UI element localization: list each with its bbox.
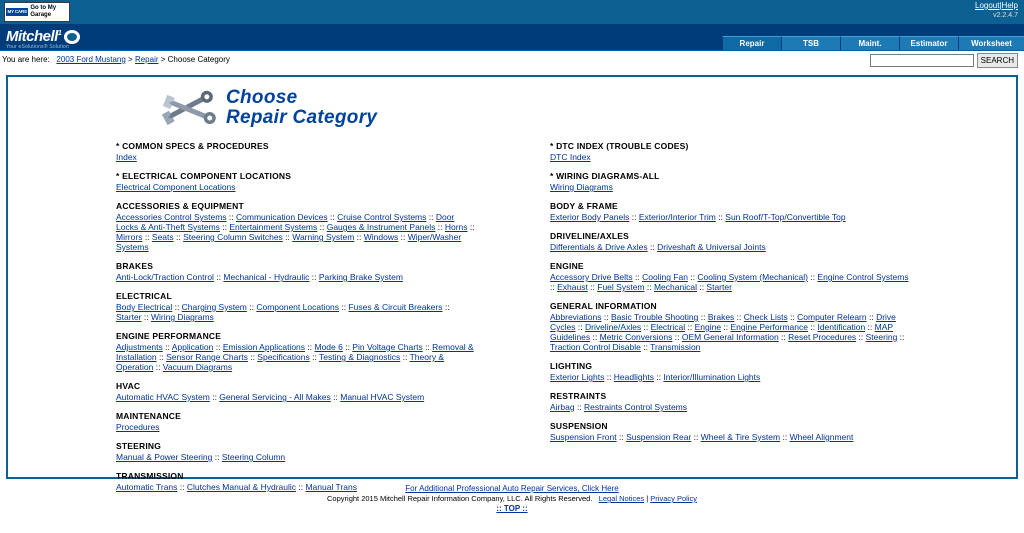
help-link[interactable]: Help bbox=[1001, 1, 1018, 10]
links-divider: | bbox=[999, 1, 1002, 10]
brand-bar bbox=[0, 24, 1024, 51]
category-group-title: TRANSMISSION bbox=[116, 471, 184, 481]
category-group-links bbox=[550, 242, 910, 252]
breadcrumb-sep-1: > bbox=[128, 55, 133, 64]
category-group-links bbox=[550, 182, 910, 192]
version-label: v2.2.4.7 bbox=[993, 12, 1018, 19]
category-group bbox=[550, 421, 1016, 442]
breadcrumb-vehicle[interactable]: 2003 Ford Mustang bbox=[56, 55, 126, 64]
category-link[interactable]: Manual HVAC System bbox=[340, 392, 425, 402]
category-group-title: RESTRAINTS bbox=[550, 391, 607, 401]
category-link[interactable]: Suspension Front bbox=[550, 432, 617, 442]
category-link[interactable]: Accessories Control Systems bbox=[116, 212, 227, 222]
category-link[interactable]: Procedures bbox=[116, 422, 160, 432]
link-separator: :: bbox=[687, 272, 698, 282]
search-input[interactable] bbox=[870, 54, 974, 67]
category-group-links bbox=[116, 422, 476, 432]
link-separator: :: bbox=[212, 452, 222, 462]
brand-tagline: Your eSolutions® Solution bbox=[6, 44, 69, 51]
link-separator: :: bbox=[641, 322, 651, 332]
category-link[interactable]: Mechanical - Hydraulic bbox=[223, 272, 310, 282]
category-link[interactable]: General Servicing - All Makes bbox=[219, 392, 331, 402]
category-group-title: MAINTENANCE bbox=[116, 411, 182, 421]
category-link[interactable]: Horns bbox=[444, 222, 468, 232]
link-separator: :: bbox=[156, 352, 167, 362]
top-right-links bbox=[975, 1, 1018, 21]
link-separator: :: bbox=[590, 332, 600, 342]
category-group-links bbox=[116, 152, 476, 162]
category-link[interactable]: Charging System bbox=[181, 302, 247, 312]
category-group bbox=[116, 171, 512, 192]
link-separator: :: bbox=[787, 312, 798, 322]
category-group-title: BODY & FRAME bbox=[550, 201, 618, 211]
link-separator: :: bbox=[141, 312, 151, 322]
my-garage-label: Go to My Garage bbox=[30, 5, 57, 18]
category-group-links bbox=[550, 272, 910, 292]
category-group-title: STEERING bbox=[116, 441, 162, 451]
link-separator: :: bbox=[305, 342, 315, 352]
category-link[interactable]: Clutches Manual & Hydraulic bbox=[186, 482, 297, 492]
category-link[interactable]: Exterior Lights bbox=[550, 372, 605, 382]
link-separator: :: bbox=[226, 212, 236, 222]
category-link[interactable]: Cruise Control Systems bbox=[337, 212, 427, 222]
link-separator: :: bbox=[342, 342, 353, 352]
breadcrumb-bar bbox=[0, 51, 1024, 75]
link-separator: :: bbox=[153, 362, 163, 372]
category-link[interactable]: Steering Column bbox=[221, 452, 286, 462]
category-group bbox=[116, 201, 512, 252]
link-separator: :: bbox=[142, 232, 152, 242]
category-link[interactable]: Driveline/Axles bbox=[584, 322, 642, 332]
category-group-title: DRIVELINE/AXLES bbox=[550, 231, 630, 241]
category-link[interactable]: Sensor Range Charts bbox=[166, 352, 248, 362]
category-link[interactable]: Specifications bbox=[257, 352, 310, 362]
tab-repair[interactable]: Repair bbox=[722, 36, 781, 50]
link-separator: :: bbox=[601, 312, 611, 322]
link-separator: :: bbox=[213, 272, 224, 282]
category-link[interactable]: Check Lists bbox=[743, 312, 788, 322]
category-link[interactable]: Application bbox=[171, 342, 214, 352]
footer-legal-sep: | bbox=[646, 494, 649, 503]
category-link[interactable]: Exterior Body Panels bbox=[550, 212, 630, 222]
link-separator: :: bbox=[640, 342, 651, 352]
category-link[interactable]: Drive Cycles bbox=[550, 312, 896, 332]
category-link[interactable]: Interior/Illumination Lights bbox=[663, 372, 761, 382]
category-group-title: GENERAL INFORMATION bbox=[550, 301, 657, 311]
category-link[interactable]: Entertainment Systems bbox=[229, 222, 318, 232]
category-link[interactable]: Metric Conversions bbox=[599, 332, 673, 342]
category-link[interactable]: Index bbox=[116, 152, 137, 162]
category-group-links bbox=[550, 152, 910, 162]
category-link[interactable]: Fuses & Circuit Breakers bbox=[348, 302, 443, 312]
search-button[interactable]: SEARCH bbox=[977, 53, 1018, 68]
category-link[interactable]: Warning System bbox=[292, 232, 355, 242]
category-group bbox=[550, 391, 1016, 412]
link-separator: :: bbox=[173, 232, 184, 242]
category-link[interactable]: MAP Guidelines bbox=[550, 322, 894, 342]
link-separator: :: bbox=[604, 372, 614, 382]
category-link[interactable]: Computer Relearn bbox=[797, 312, 867, 322]
category-group-links bbox=[116, 452, 476, 462]
category-link[interactable]: Headlights bbox=[613, 372, 654, 382]
my-garage-button[interactable] bbox=[4, 2, 70, 22]
wrench-icon bbox=[158, 87, 220, 129]
link-separator: :: bbox=[309, 352, 320, 362]
tab-tsb[interactable]: TSB bbox=[781, 36, 840, 50]
category-link[interactable]: Engine bbox=[694, 322, 722, 332]
category-link[interactable]: Windows bbox=[363, 232, 399, 242]
page-title-text bbox=[226, 88, 377, 128]
link-separator: :: bbox=[653, 372, 664, 382]
link-separator: :: bbox=[780, 432, 790, 442]
link-separator: :: bbox=[685, 322, 695, 332]
tab-maint[interactable]: Maint. bbox=[840, 36, 899, 50]
category-group-title: ELECTRICAL bbox=[116, 291, 172, 301]
category-link[interactable]: Seats bbox=[151, 232, 174, 242]
category-link[interactable]: Theory & Operation bbox=[116, 352, 445, 372]
breadcrumb-current: Choose Category bbox=[167, 55, 230, 64]
link-separator: :: bbox=[672, 332, 682, 342]
link-separator: :: bbox=[177, 482, 187, 492]
category-group bbox=[116, 471, 512, 492]
category-group-links bbox=[550, 212, 910, 222]
link-separator: :: bbox=[734, 312, 744, 322]
category-link[interactable]: Adjustments bbox=[116, 342, 163, 352]
category-group-title: ACCESSORIES & EQUIPMENT bbox=[116, 201, 244, 211]
category-link[interactable]: Component Locations bbox=[256, 302, 340, 312]
category-link[interactable]: Exterior/Interior Trim bbox=[638, 212, 716, 222]
category-group bbox=[550, 141, 1016, 162]
link-separator: :: bbox=[721, 322, 731, 332]
mitchell-logo bbox=[6, 26, 80, 50]
category-link[interactable]: Airbag bbox=[550, 402, 575, 412]
category-group bbox=[116, 291, 512, 322]
category-link[interactable]: Cooling System (Mechanical) bbox=[697, 272, 808, 282]
category-link[interactable]: Vacuum Diagrams bbox=[162, 362, 233, 372]
page-title-line-2: Repair Category bbox=[226, 107, 378, 128]
search-area bbox=[870, 53, 1018, 68]
category-group bbox=[550, 301, 1016, 352]
link-separator: :: bbox=[422, 342, 433, 352]
category-link[interactable]: Identification bbox=[817, 322, 866, 332]
category-group-title: * COMMON SPECS & PROCEDURES bbox=[116, 141, 269, 151]
link-separator: :: bbox=[778, 332, 789, 342]
category-group-links bbox=[116, 482, 476, 492]
link-separator: :: bbox=[354, 232, 364, 242]
category-group-title: * ELECTRICAL COMPONENT LOCATIONS bbox=[116, 171, 292, 181]
category-group-title: SUSPENSION bbox=[550, 421, 608, 431]
breadcrumb bbox=[2, 55, 230, 64]
category-link[interactable]: Communication Devices bbox=[236, 212, 328, 222]
category-link[interactable]: Automatic Trans bbox=[116, 482, 178, 492]
category-group bbox=[550, 361, 1016, 382]
link-separator: :: bbox=[715, 212, 726, 222]
link-separator: :: bbox=[339, 302, 349, 312]
brand-name: Mitchell bbox=[6, 28, 58, 45]
category-group-title: * WIRING DIAGRAMS-ALL bbox=[550, 171, 660, 181]
category-link[interactable]: Exhaust bbox=[557, 282, 588, 292]
link-separator: :: bbox=[309, 272, 319, 282]
link-separator: :: bbox=[691, 432, 701, 442]
category-link[interactable]: Differentials & Drive Axles bbox=[550, 242, 648, 252]
category-link[interactable]: Engine Performance bbox=[730, 322, 808, 332]
link-separator: :: bbox=[587, 282, 598, 292]
category-link[interactable]: Mechanical bbox=[653, 282, 697, 292]
breadcrumb-sep-2: > bbox=[160, 55, 166, 64]
link-separator: :: bbox=[696, 282, 707, 292]
link-separator: :: bbox=[616, 432, 627, 442]
category-link[interactable]: Wheel Alignment bbox=[789, 432, 854, 442]
link-separator: :: bbox=[550, 282, 558, 292]
category-group bbox=[116, 441, 512, 462]
category-link[interactable]: Parking Brake System bbox=[318, 272, 403, 282]
category-group-links bbox=[116, 212, 476, 252]
category-group bbox=[116, 141, 512, 162]
link-separator: :: bbox=[330, 392, 341, 402]
category-link[interactable]: Electrical bbox=[650, 322, 686, 332]
link-separator: :: bbox=[698, 312, 708, 322]
category-group bbox=[550, 171, 1016, 192]
category-link[interactable]: Starter bbox=[706, 282, 732, 292]
category-link[interactable]: Emission Applications bbox=[222, 342, 306, 352]
link-separator: :: bbox=[162, 342, 172, 352]
category-link[interactable]: Wiring Diagrams bbox=[150, 312, 214, 322]
link-separator: :: bbox=[247, 352, 258, 362]
brand-superscript: 1 bbox=[57, 30, 62, 37]
legal-notices-link[interactable]: Legal Notices bbox=[598, 494, 645, 503]
category-link[interactable]: Steering Column Switches bbox=[183, 232, 283, 242]
category-link[interactable]: Mirrors bbox=[116, 232, 143, 242]
link-separator: :: bbox=[856, 332, 866, 342]
link-separator: :: bbox=[808, 322, 818, 332]
category-link[interactable]: Suspension Rear bbox=[626, 432, 692, 442]
category-group-title: ENGINE bbox=[550, 261, 584, 271]
category-link[interactable]: OEM General Information bbox=[681, 332, 779, 342]
category-link[interactable]: Testing & Diagnostics bbox=[319, 352, 401, 362]
link-separator: :: bbox=[574, 402, 585, 412]
footer-copyright: Copyright 2015 Mitchell Repair Information Company, LLC. All Rights Reserved. bbox=[327, 494, 593, 503]
breadcrumb-repair[interactable]: Repair bbox=[134, 55, 159, 64]
link-separator: :: bbox=[282, 232, 293, 242]
page-title bbox=[8, 77, 1016, 133]
category-link[interactable]: Restraints Control Systems bbox=[584, 402, 688, 412]
left-column bbox=[8, 141, 512, 501]
category-link[interactable]: Driveshaft & Universal Joints bbox=[657, 242, 766, 252]
link-separator: :: bbox=[213, 342, 223, 352]
link-separator: :: bbox=[246, 302, 257, 312]
category-link[interactable]: Wheel & Tire System bbox=[700, 432, 781, 442]
main-nav-tabs bbox=[722, 36, 1024, 50]
page-title-line-1: Choose bbox=[226, 87, 298, 108]
link-separator: :: bbox=[807, 272, 818, 282]
category-link[interactable]: Anti-Lock/Traction Control bbox=[116, 272, 214, 282]
category-link[interactable]: Door Locks & Anti-Theft Systems bbox=[116, 212, 455, 232]
category-link[interactable]: Traction Control Disable bbox=[550, 342, 641, 352]
category-link[interactable]: Fuel System bbox=[597, 282, 645, 292]
category-group-title: BRAKES bbox=[116, 261, 154, 271]
link-separator: :: bbox=[865, 322, 875, 332]
link-separator: :: bbox=[866, 312, 877, 322]
right-column bbox=[512, 141, 1016, 501]
category-link[interactable]: Transmission bbox=[650, 342, 701, 352]
category-group-links bbox=[550, 312, 910, 352]
link-separator: :: bbox=[442, 302, 450, 312]
category-link[interactable]: Starter bbox=[116, 312, 142, 322]
category-group-title: ENGINE PERFORMANCE bbox=[116, 331, 222, 341]
category-group-links bbox=[116, 272, 476, 282]
category-group-links bbox=[116, 302, 476, 322]
category-group bbox=[116, 331, 512, 372]
category-link[interactable]: Basic Trouble Shooting bbox=[610, 312, 699, 322]
link-separator: :: bbox=[632, 272, 643, 282]
my-cars-logo: MY CARS bbox=[7, 9, 27, 14]
category-group bbox=[550, 261, 1016, 292]
breadcrumb-prefix: You are here: bbox=[2, 55, 50, 64]
link-separator: :: bbox=[647, 242, 658, 252]
top-bar bbox=[0, 0, 1024, 24]
link-separator: :: bbox=[644, 282, 654, 292]
category-link[interactable]: Wiring Diagrams bbox=[550, 182, 613, 192]
link-separator: :: bbox=[172, 302, 182, 312]
tab-worksheet[interactable]: Worksheet bbox=[958, 36, 1024, 50]
category-group bbox=[116, 411, 512, 432]
link-separator: :: bbox=[296, 482, 306, 492]
back-to-top-link[interactable]: :: TOP :: bbox=[496, 504, 528, 513]
category-group-links bbox=[550, 372, 910, 382]
category-link[interactable]: Cooling Fan bbox=[642, 272, 688, 282]
category-link[interactable]: Accessory Drive Belts bbox=[550, 272, 633, 282]
link-separator: :: bbox=[219, 222, 230, 232]
category-link[interactable]: Gauges & Instrument Panels bbox=[326, 222, 436, 232]
category-group-links bbox=[116, 182, 476, 192]
category-link[interactable]: Pin Voltage Charts bbox=[352, 342, 423, 352]
category-link[interactable]: Engine Control Systems bbox=[817, 272, 909, 282]
category-link[interactable]: DTC Index bbox=[550, 152, 591, 162]
category-link[interactable]: Sun Roof/T-Top/Convertible Top bbox=[725, 212, 846, 222]
link-separator: :: bbox=[400, 352, 410, 362]
category-link[interactable]: Steering bbox=[865, 332, 898, 342]
category-link[interactable]: Body Electrical bbox=[116, 302, 173, 312]
category-link[interactable]: Wiper/Washer Systems bbox=[116, 232, 462, 252]
logout-link[interactable]: Logout bbox=[975, 1, 1000, 10]
link-separator: :: bbox=[575, 322, 585, 332]
tab-estimator[interactable]: Estimator bbox=[899, 36, 958, 50]
privacy-policy-link[interactable]: Privacy Policy bbox=[650, 494, 697, 503]
category-link[interactable]: Abbreviations bbox=[550, 312, 602, 322]
brand-dot-icon bbox=[64, 30, 80, 44]
category-group bbox=[116, 381, 512, 402]
footer-promo-link[interactable]: For Additional Professional Auto Repair Services, Click Here bbox=[405, 484, 619, 493]
link-separator: :: bbox=[629, 212, 639, 222]
category-link[interactable]: Electrical Component Locations bbox=[116, 182, 236, 192]
link-separator: :: bbox=[435, 222, 445, 232]
category-group bbox=[116, 261, 512, 282]
link-separator: :: bbox=[467, 222, 475, 232]
category-link[interactable]: Automatic HVAC System bbox=[116, 392, 210, 402]
category-group-links bbox=[550, 402, 910, 412]
category-group-title: LIGHTING bbox=[550, 361, 593, 371]
link-separator: :: bbox=[209, 392, 220, 402]
link-separator: :: bbox=[426, 212, 436, 222]
category-link[interactable]: Reset Procedures bbox=[788, 332, 857, 342]
category-group bbox=[550, 231, 1016, 252]
category-group-title: HVAC bbox=[116, 381, 141, 391]
category-link[interactable]: Mode 6 bbox=[314, 342, 343, 352]
category-link[interactable]: Manual Trans bbox=[305, 482, 357, 492]
category-group-links bbox=[116, 342, 476, 372]
category-group-links bbox=[550, 432, 910, 442]
category-group-links bbox=[116, 392, 476, 402]
link-separator: :: bbox=[327, 212, 338, 222]
link-separator: :: bbox=[317, 222, 327, 232]
link-separator: :: bbox=[897, 332, 905, 342]
category-group-title: * DTC INDEX (TROUBLE CODES) bbox=[550, 141, 689, 151]
category-link[interactable]: Removal & Installation bbox=[116, 342, 474, 362]
category-group bbox=[550, 201, 1016, 222]
category-link[interactable]: Brakes bbox=[707, 312, 735, 322]
category-columns bbox=[8, 133, 1016, 501]
link-separator: :: bbox=[398, 232, 408, 242]
category-link[interactable]: Manual & Power Steering bbox=[116, 452, 213, 462]
